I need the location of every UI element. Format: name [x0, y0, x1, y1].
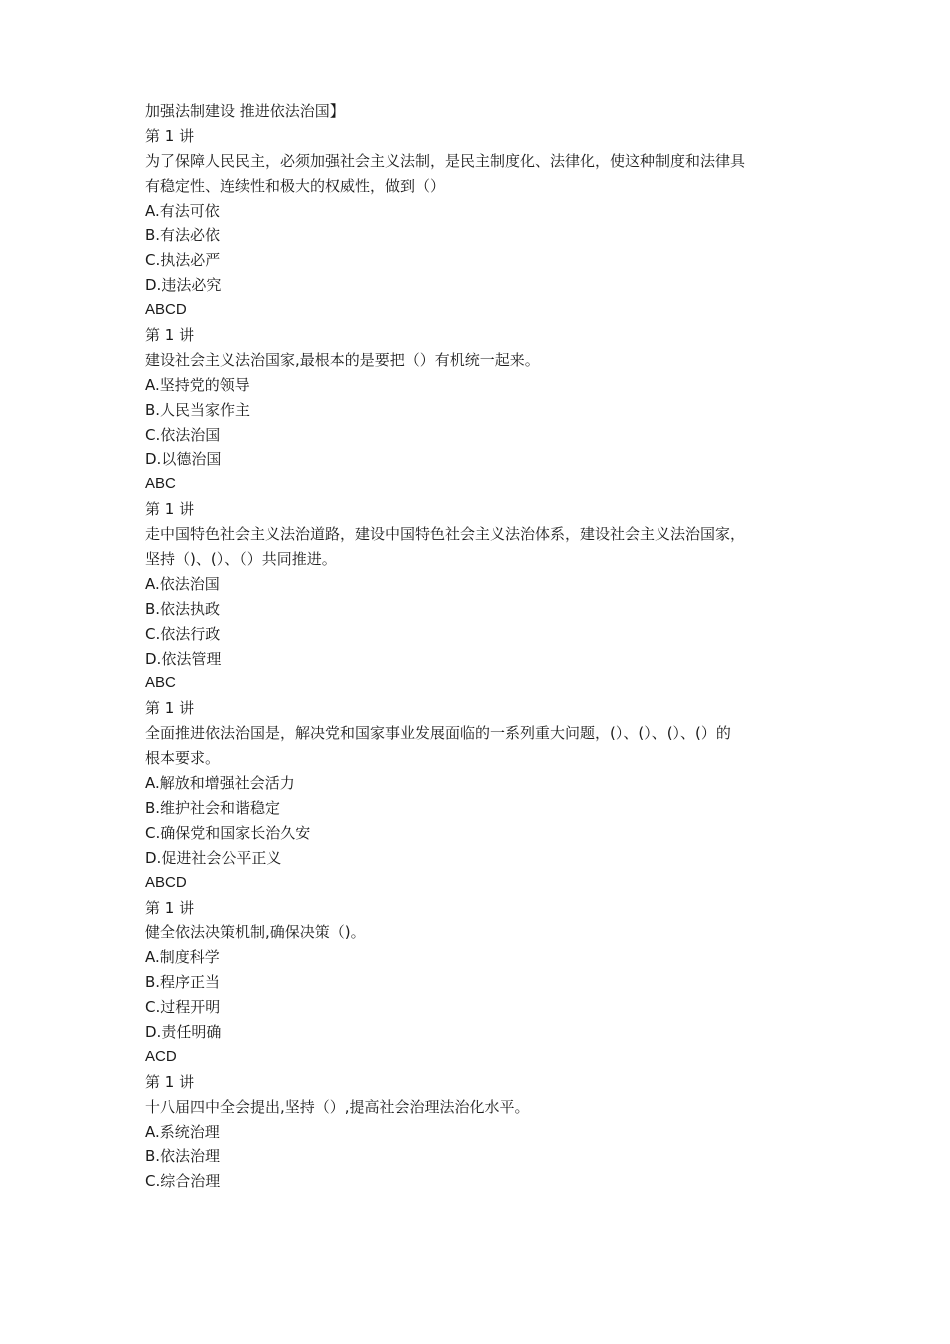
answer-option: D.促进社会公平正义 — [145, 848, 282, 867]
question-block — [145, 497, 815, 696]
answer-option: D.依法管理 — [145, 649, 222, 668]
question-block — [145, 696, 815, 895]
question-list — [145, 124, 815, 1194]
question-stem-line: 全面推进依法治国是，解决党和国家事业发展面临的一系列重大问题，(）、(）、(）、(）的 — [145, 724, 731, 743]
answer-option: C.确保党和国家长治久安 — [145, 823, 311, 842]
answer-option: B.有法必依 — [145, 226, 221, 245]
question-stem-line: 十八届四中全会提出,坚持（）,提高社会治理法治化水平。 — [145, 1097, 530, 1116]
correct-answer: ABCD — [145, 873, 187, 891]
document-page — [145, 99, 815, 1194]
lecture-label: 第 1 讲 — [145, 326, 195, 345]
answer-option: C.执法必严 — [145, 251, 221, 270]
question-block — [145, 1070, 815, 1194]
answer-option: B.依法治理 — [145, 1147, 221, 1166]
answer-option: C.综合治理 — [145, 1172, 221, 1191]
answer-option: B.维护社会和谐稳定 — [145, 798, 281, 817]
question-stem-line: 有稳定性、连续性和极大的权威性，做到（） — [145, 176, 446, 195]
question-stem-line: 根本要求。 — [145, 749, 221, 768]
answer-option: D.违法必究 — [145, 276, 222, 295]
answer-option: C.过程开明 — [145, 998, 221, 1017]
lecture-label: 第 1 讲 — [145, 1072, 195, 1091]
question-block — [145, 323, 815, 497]
answer-option: A.依法治国 — [145, 574, 220, 593]
lecture-label: 第 1 讲 — [145, 699, 195, 718]
correct-answer: ACD — [145, 1047, 177, 1065]
question-stem-line: 走中国特色社会主义法治道路，建设中国特色社会主义法治体系，建设社会主义法治国家， — [145, 525, 746, 544]
document-title: 加强法制建设 推进依法治国】 — [145, 102, 345, 120]
question-stem-line: 坚持（)、(）、（）共同推进。 — [145, 550, 337, 569]
question-stem-line: 健全依法决策机制,确保决策（)。 — [145, 923, 366, 942]
lecture-label: 第 1 讲 — [145, 500, 195, 519]
answer-option: B.人民当家作主 — [145, 400, 251, 419]
answer-option: C.依法行政 — [145, 624, 221, 643]
answer-option: B.程序正当 — [145, 973, 221, 992]
answer-option: A.坚持党的领导 — [145, 375, 250, 394]
answer-option: A.制度科学 — [145, 948, 220, 967]
question-block — [145, 124, 815, 323]
correct-answer: ABCD — [145, 301, 187, 319]
answer-option: A.有法可依 — [145, 201, 220, 220]
lecture-label: 第 1 讲 — [145, 898, 195, 917]
question-stem-line: 建设社会主义法治国家,最根本的是要把（）有机统一起来。 — [145, 350, 540, 369]
answer-option: A.解放和增强社会活力 — [145, 774, 295, 793]
correct-answer: ABC — [145, 674, 176, 692]
answer-option: D.以德治国 — [145, 450, 222, 469]
answer-option: D.责任明确 — [145, 1022, 222, 1041]
question-block — [145, 896, 815, 1070]
answer-option: C.依法治国 — [145, 425, 221, 444]
correct-answer: ABC — [145, 475, 176, 493]
lecture-label: 第 1 讲 — [145, 126, 195, 145]
answer-option: B.依法执政 — [145, 599, 221, 618]
question-stem-line: 为了保障人民民主，必须加强社会主义法制，是民主制度化、法律化，使这种制度和法律具 — [145, 151, 746, 170]
answer-option: A.系统治理 — [145, 1122, 220, 1141]
